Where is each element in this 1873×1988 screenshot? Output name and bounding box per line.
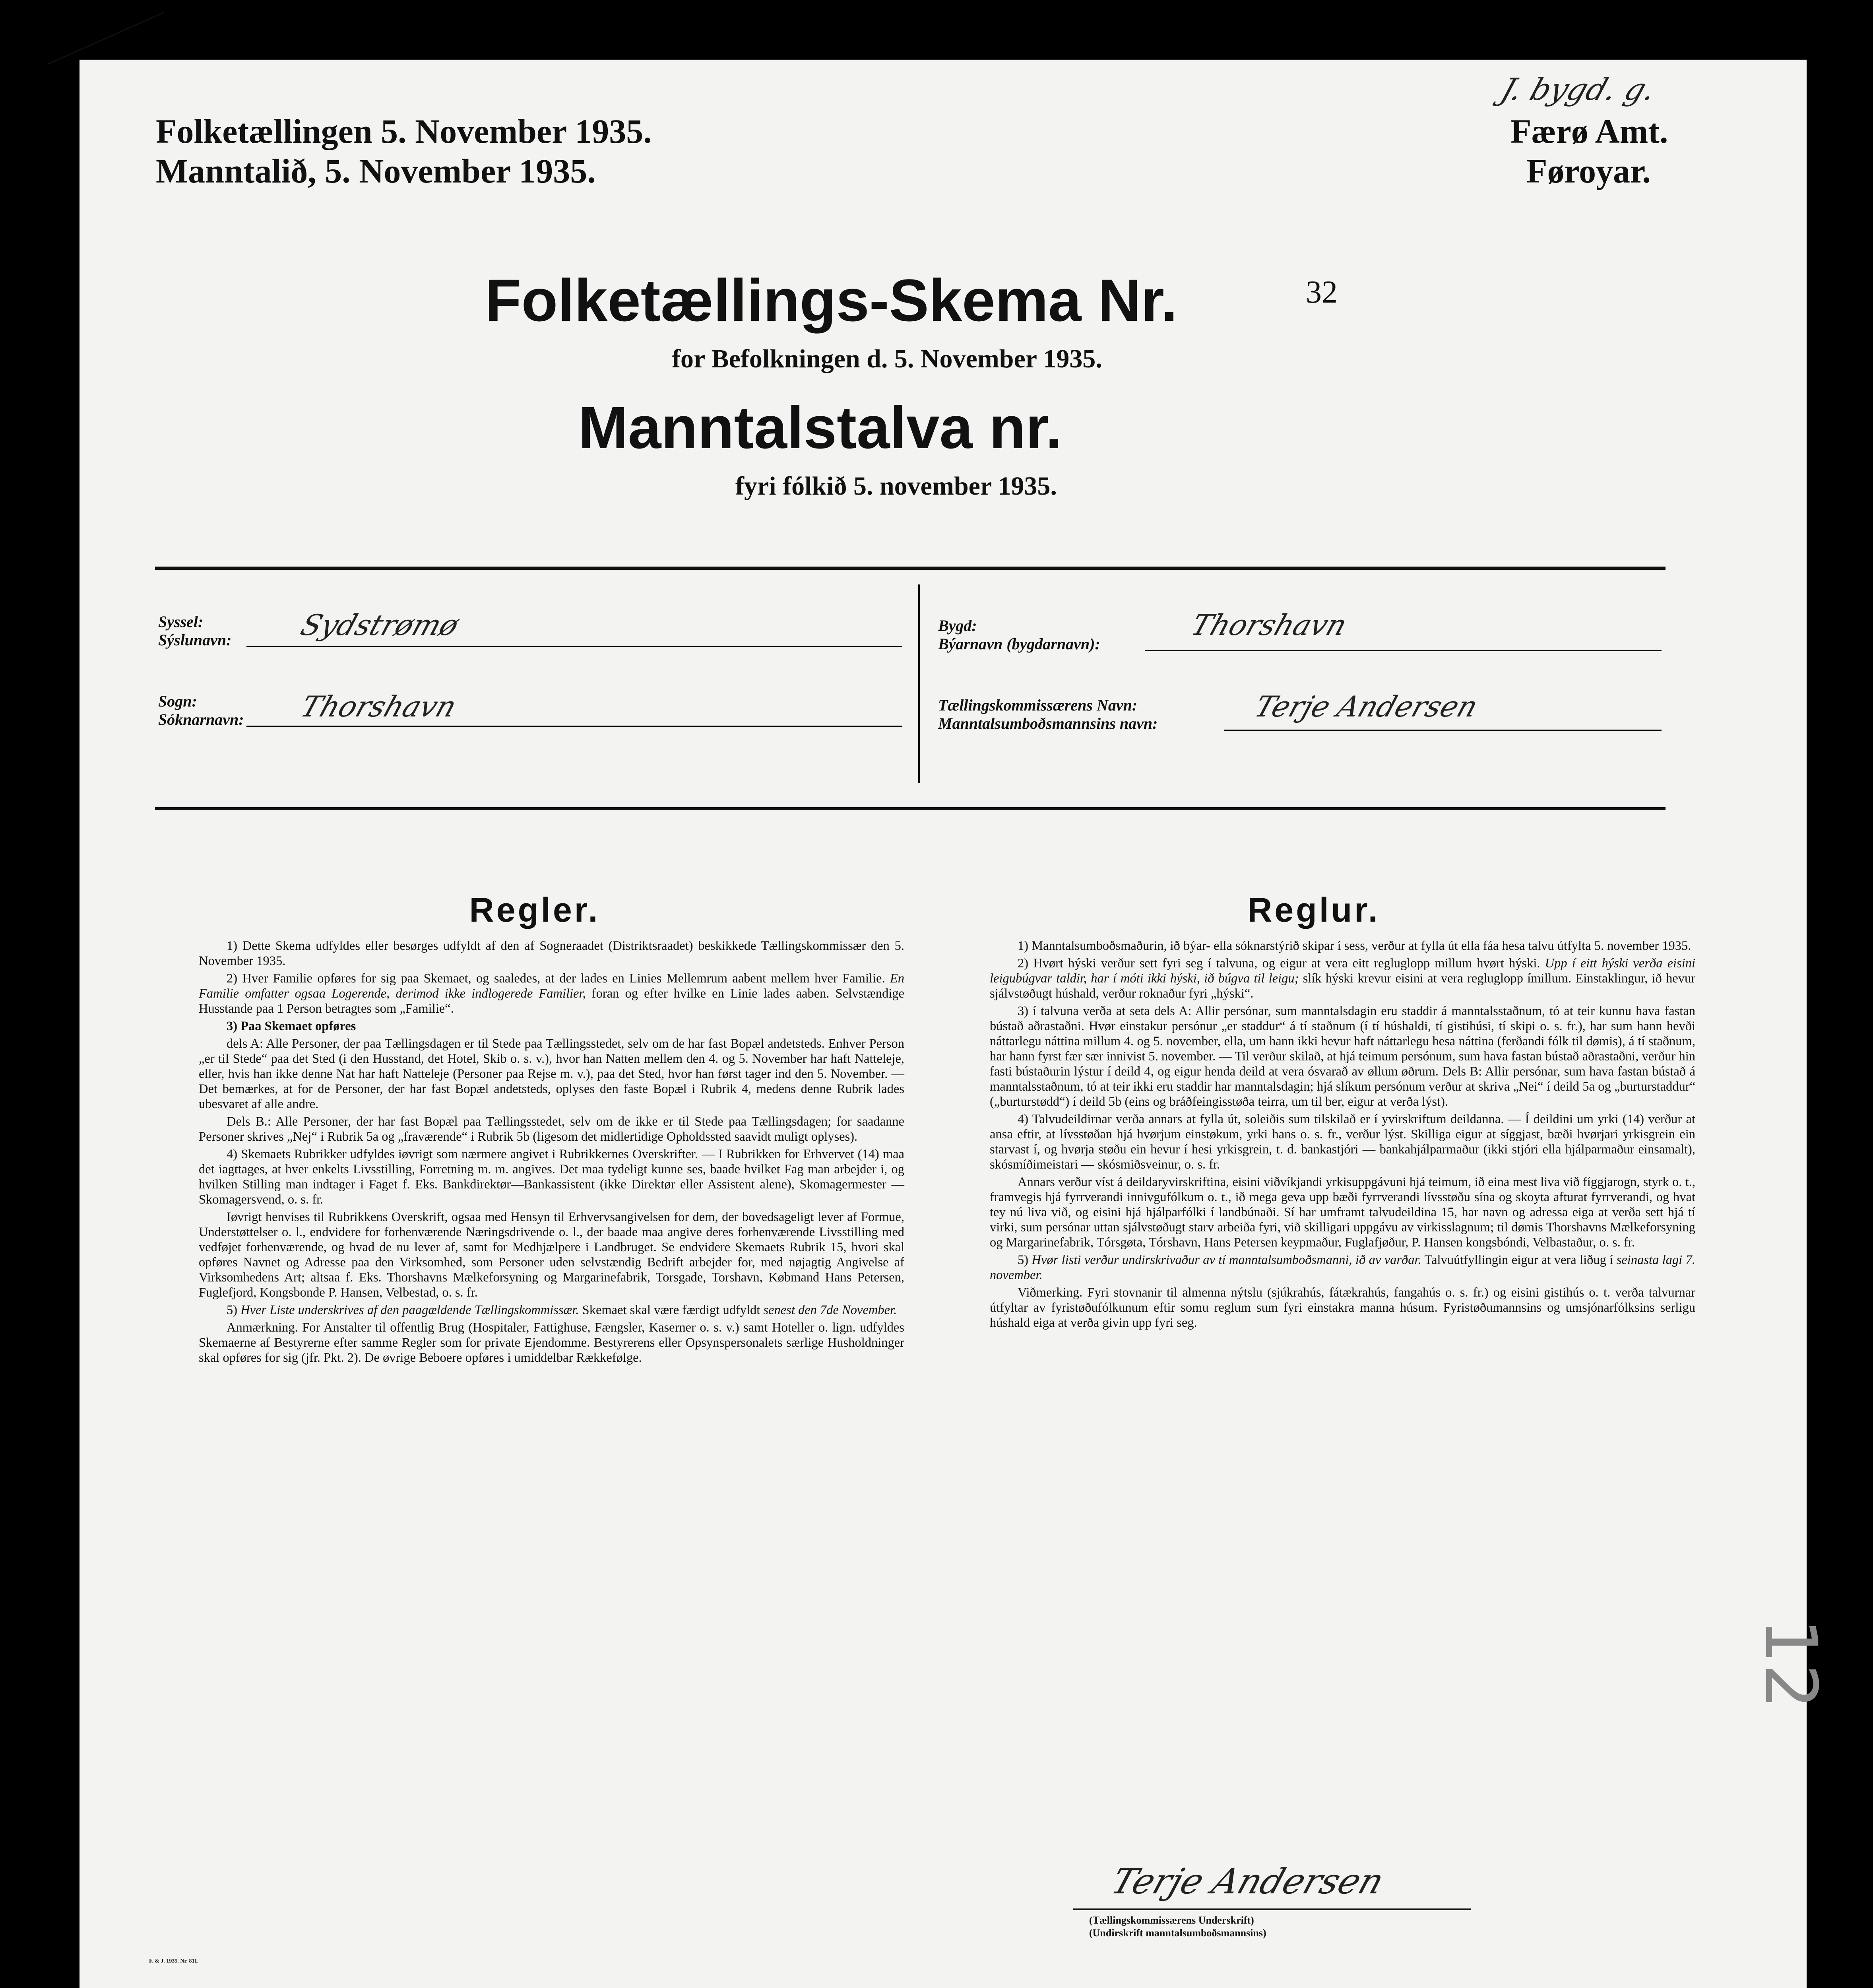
rule-fo-4a: 4) Talvudeildirnar verða annars at fylla út, soleiðis sum tilskilað er í yvirskriftum deildanna. — Í deildini um yrki (14) verður at ansa eftir, at lívsstøðan hjá hvørjum einstøkum, yrki hans o. s. fr., verður lýst. Skilliga eigur at síggjast, bæði hvørjari yrkisgrein ein starvast í, og hvørja støðu ein hevur í hesi yrkisgrein, t. d. bankastjóri — bankahjálparmaður (ikki stjóri ella hjálparmaður einsamalt), skósmíðimeistari — skósmiðsveinur, o. s. fr. bbox=[990, 1112, 1695, 1172]
komm-label-fo: Manntalsumboðsmannsins navn: bbox=[938, 714, 1158, 732]
corner-fold-line bbox=[47, 12, 164, 65]
form-subtitle-fo: fyri fólkið 5. november 1935. bbox=[735, 472, 1057, 501]
form-bottom-rule bbox=[155, 807, 1666, 810]
rule-fo-2: 2) Hvørt hýski verður sett fyri seg í talvuna, og eigur at vera eitt regluglopp millum hvørt hýski. Upp í eitt hýski verða eisini leigubúgvar taldir, har í móti ikki hýski, ið búgva til leigu; slík hýski krevur eisini at vera regluglopp ímillum. Einstaklingur, ið hevur sjálvstøðugt húshald, verður roknaður fyri „hýski“. bbox=[990, 956, 1696, 1001]
form-divider bbox=[918, 584, 920, 783]
rule-fo-5: 5) Hvør listi verður undirskrivaður av tí manntalsumboðsmanni, ið av varðar. Talvuútfyllingin eigur at vera liðug í seinasta lagi 7. november. bbox=[990, 1253, 1695, 1282]
sysel-underline bbox=[246, 646, 902, 647]
rule-da-3a: dels A: Alle Personer, der paa Tællingsdagen er til Stede paa Tællingsstedet, selv om de har fast Bopæl andetsteds. Enhver Person „er til Stede“ paa det Sted (i den Husstand, det Hotel, Skib o. s. v.), hvor han Natten mellem den 4. og 5. November har haft Natteleje, eller, hvis han ikke denne Nat har haft Natteleje (Personer paa Rejse m. v.), paa det Sted, hvor han først tager ind den 5. November. — Det bemærkes, at for de Personer, der har fast Bopæl andetsteds, oplyses den faste Bopæl i Rubrik 4, medens denne Rubrik lades ubesvaret af alle andre. bbox=[199, 1037, 904, 1111]
sogn-underline bbox=[246, 726, 902, 727]
sysel-label: Syssel: bbox=[158, 613, 204, 631]
rules-da-title: Regler. bbox=[469, 891, 600, 929]
sysel-value: Sydstrømø bbox=[297, 608, 463, 642]
signature-handwriting: Terje Andersen bbox=[1106, 1861, 1389, 1902]
komm-label: Tællingskommissærens Navn: bbox=[938, 696, 1138, 714]
sogn-value: Thorshavn bbox=[297, 690, 461, 723]
rule-da-4a: 4) Skemaets Rubrikker udfyldes iøvrigt som nærmere angivet i Rubrikkernes Overskrifter. — I Rubrikken for Erhvervet (14) maa det iagttages, at hver enkelts Livsstilling, Forretning m. m. angives. Det maa tydeligt kunne ses, baade hvilket Fag man arbejder i, og hvilken Stilling man indtager i Faget f. Eks. Bankdirektør—Bankassistent (ikke Direktør eller Assistent alene), Skomagermester — Skomagersvend, o. s. fr. bbox=[199, 1147, 904, 1207]
signature-line bbox=[1073, 1908, 1471, 1910]
rule-da-2: 2) Hver Familie opføres for sig paa Skemaet, og saaledes, at der lades en Linies Mellemrum aabent mellem hver Familie. En Familie omfatter ogsaa Logerende, derimod ikke indlogerede Familier, foran og efter hvilke en Linie lades aaben. Selvstændige Husstande paa 1 Person betragtes som „Familie“. bbox=[199, 971, 905, 1016]
sogn-label: Sogn: bbox=[158, 692, 197, 710]
header-handwritten-note: J. bygd. g. bbox=[1497, 72, 1661, 107]
header-right-line1: Færø Amt. bbox=[1510, 112, 1668, 150]
bygd-label-fo: Býarnavn (bygdarnavn): bbox=[938, 635, 1100, 653]
census-form-sheet bbox=[79, 60, 1832, 1988]
rule-fo-4b: Annars verður víst á deildaryvirskriftina, eisini viðvíkjandi yrkisuppgávuni hjá teimum, ið eina mest liva við fíggjarogn, styrk o. t., framvegis hjá fyrrverandi innivgufólkum o. t., ið mega geva upp bæði fyrrverandi lívsstøðu sína og skoyta afturat fyrrverandi, og hvat tey nú liva við, og eisini hjá hjálparfólki í landbúnaði. Sí har umframt talvudeildina 15, har navn og adressa eiga at verða sett hjá tí virki, sum persónar uttan sjálvstøðugt starv arbeiða fyri, við skilligari uppgávu av virkisslagnum; til dømis Thorshavns Mælkeforsyning og Margarinefabrik, Tórsgøta, Tórshavn, Hans Petersen keypmaður, Fuglafjøður, P. Hansen kongsbóndi, Velbastaður, o. s. fr. bbox=[990, 1175, 1695, 1250]
header-left-line2: Manntalið, 5. November 1935. bbox=[156, 152, 596, 190]
rule-da-3b: Dels B.: Alle Personer, der har fast Bopæl paa Tællingsstedet, selv om de ikke er til Stede paa Tællingsdagen; for saadanne Personer skrives „Nej“ i Rubrik 5a og „fraværende“ i Rubrik 5b (ligesom det midlertidige Opholdssted saavidt muligt oplyses). bbox=[199, 1114, 904, 1144]
printer-mark: F. & J. 1935. Nr. 811. bbox=[149, 1958, 199, 1964]
sysel-label-fo: Sýslunavn: bbox=[158, 631, 232, 649]
signature-caption-da: (Tællingskommissærens Underskrift) bbox=[1089, 1914, 1254, 1926]
form-top-rule bbox=[155, 567, 1666, 570]
rule-da-4b: Iøvrigt henvises til Rubrikkens Overskrift, ogsaa med Hensyn til Erhvervsangivelsen for dem, der bovedsageligt lever af Formue, Understøttelser o. l., endvidere for forhenværende Næringsdrivende o. l., der baade maa angive deres forhenværende Livsstilling med vedføjet forhenværende, og hvad de nu lever af, samt for Medhjælpere i Landbruget. Se endvidere Skemaets Rubrik 15, hvori skal opføres Navnet og Adresse paa den Virksomhed, som Personer uden selvstændig Bedrift arbejder for, med nøjagtig Angivelse af Virksomhedens Art; altsaa f. Eks. Thorshavns Mælkeforsyning og Margarinefabrik, Torsgade, Torshavn, Købmand Hans Petersen, Fuglefjord, Kongsbonde P. Hansen, Velbestad, o. s. fr. bbox=[199, 1210, 904, 1300]
rule-fo-note: Viðmerking. Fyri stovnanir til almenna nýtslu (sjúkrahús, fátækrahús, fangahús o. s. fr.) og eisini gistihús o. t. verða talvurnar útfyltar av fyristøðufólkunum eftir somu reglum sum fyri einstakra manna húsum. Fyristøðumannsins og umsjónarfólksins serligu húshald eiga at verða givin upp fyri seg. bbox=[990, 1285, 1695, 1330]
rules-fo-title: Reglur. bbox=[1247, 891, 1380, 929]
bygd-underline bbox=[1145, 650, 1662, 651]
signature-caption-fo: (Undirskrift manntalsumboðsmannsins) bbox=[1089, 1927, 1266, 1939]
rule-da-note: Anmærkning. For Anstalter til offentlig Brug (Hospitaler, Fattighuse, Fængsler, Kaserner o. s. v.) samt Hoteller o. lign. udfyldes Skemaerne af Bestyrerne efter samme Regler som for private Ejendomme. Bestyrerens eller Opsynspersonalets særlige Husholdninger skal opføres for sig (jfr. Pkt. 2). De øvrige Beboere opføres i umiddelbar Rækkefølge. bbox=[199, 1320, 904, 1365]
header-left-line1: Folketællingen 5. November 1935. bbox=[156, 112, 652, 150]
rule-fo-1: 1) Manntalsumboðsmaðurin, ið býar- ella sóknarstýrið skipar í sess, verður at fylla út ella fáa hesa talvu útfylta 5. november 1935. bbox=[1018, 939, 1691, 953]
form-title-fo: Manntalstalva nr. bbox=[578, 394, 1063, 461]
rules-da-column bbox=[199, 938, 904, 1368]
header-right-line2: Føroyar. bbox=[1526, 152, 1651, 190]
form-number: 32 bbox=[1306, 275, 1338, 310]
komm-underline bbox=[1224, 730, 1662, 731]
rules-fo-column bbox=[990, 938, 1695, 1333]
sogn-label-fo: Sóknarnavn: bbox=[158, 711, 244, 728]
komm-value: Terje Andersen bbox=[1251, 690, 1482, 723]
bygd-label: Bygd: bbox=[938, 617, 977, 635]
rule-da-3-heading: 3) Paa Skemaet opføres bbox=[227, 1019, 356, 1033]
bygd-value: Thorshavn bbox=[1187, 608, 1351, 642]
rule-da-1: 1) Dette Skema udfyldes eller besørges udfyldt af den af Sogneraadet (Distriktsraadet) beskikkede Tællingskommissær den 5. November 1935. bbox=[199, 939, 904, 968]
rule-fo-3: 3) í talvuna verða at seta dels A: Allir persónar, sum manntalsdagin eru staddir á manntalsstaðnum, tó at teir kunnu hava fastan bústað aðrastaðni. Hvør einstakur persónur „er staddur“ á tí staðnum (í tí húshaldi, tí gistihúsi, tí skipi o. s. fr.), har sum hann hevði náttarlegu náttina millum 4. og 5. november, ella, um hann ikki hevur haft náttarlegu hesa náttina (ferðandi fólk til dømis), á tí staðnum, har hann fyrst fær sær innivist 5. november. — Til verður skilað, at hjá teimum persónum, sum hava fastan bústað aðrastaðni, verður hin fasti bústaðurin lýstur í deild 4, og eigur henda deild at vera ósvarað av øllum øðrum. Dels B: Allir persónar, sum hava fastan bústað á manntalsstaðnum, tó at teir ikki eru staddir har manntalsdagin; hjá slíkum persónum verður at skriva „Nei“ í deild 5a og „burturstaddur“ („burturstødd“) í deild 5b (eins og bráðfeingisstøða teirra, um til ber, eigur at verða lýst). bbox=[990, 1004, 1695, 1109]
form-title: Folketællings-Skema Nr. bbox=[485, 267, 1178, 334]
form-subtitle-da: for Befolkningen d. 5. November 1935. bbox=[672, 344, 1102, 373]
margin-pencil-note: 12 bbox=[1749, 1618, 1832, 1710]
rule-da-5: 5) Hver Liste underskrives af den paagældende Tællingskommissær. Skemaet skal være færdigt udfyldt senest den 7de November. bbox=[227, 1303, 897, 1317]
